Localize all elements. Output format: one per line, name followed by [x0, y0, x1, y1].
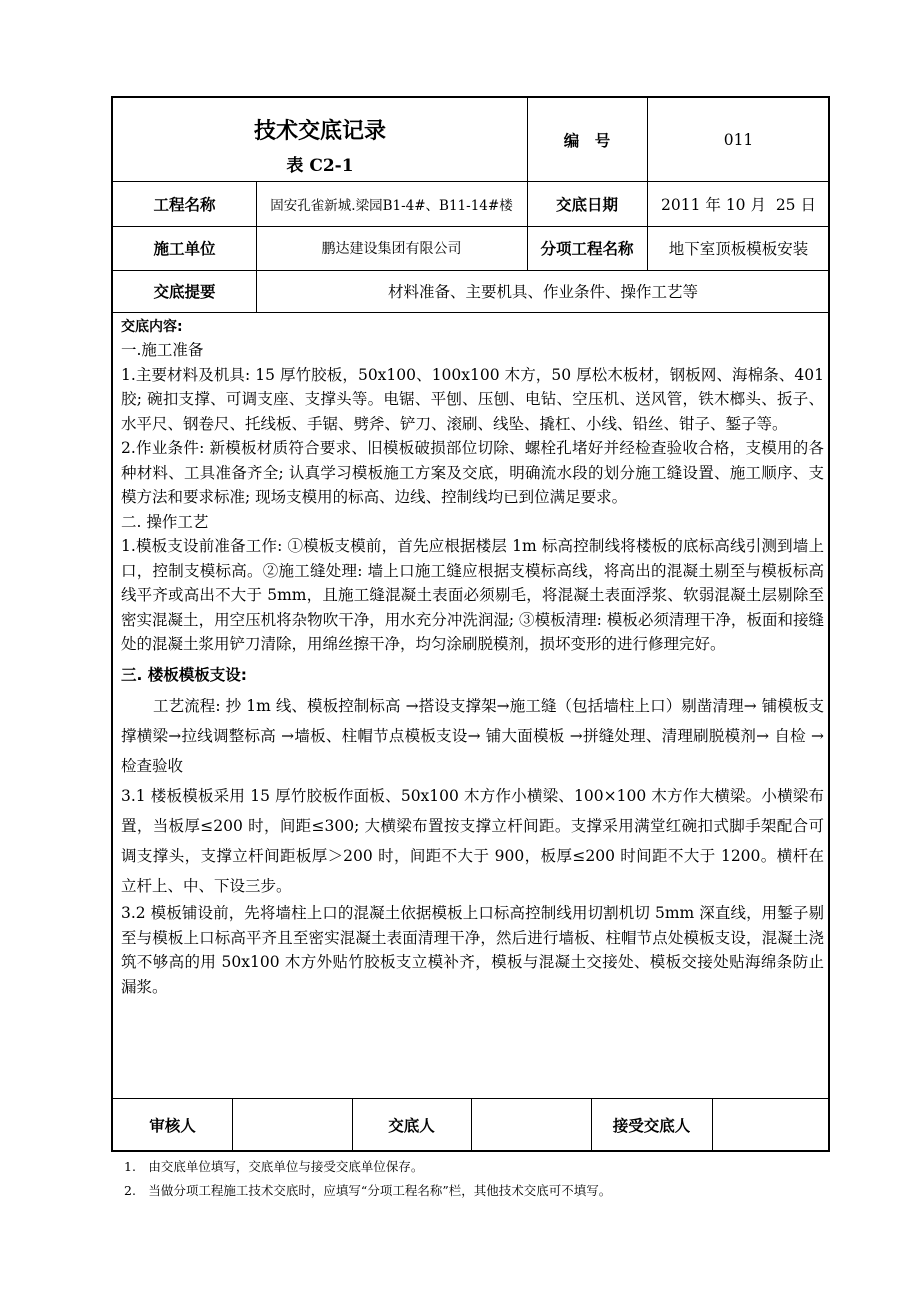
sub-project-label: 分项工程名称	[540, 240, 634, 258]
summary-label: 交底提要	[153, 283, 216, 301]
project-name-label: 工程名称	[153, 195, 216, 214]
form-title: 技术交底记录	[253, 118, 386, 144]
paragraph-materials: 1.主要材料及机具: 15 厚竹胶板，50x100、100x100 木方，50 厚松木板材，钢板网、海棉条、401 胶; 碗扣支撑、可调支座、支撑头等。电锯、平刨、压刨、电钻、空压机、送风管，铁木榔头、扳子、水平尺、钢卷尺、托线板、手锯、劈斧、铲刀、滚刷、线坠、撬杠、小线、铅丝、钳子、錾子等。	[121, 365, 824, 433]
paragraph-3-1: 3.1 楼板模板采用 15 厚竹胶板作面板、50x100 木方作小横梁、100×100 木方作大横梁。小横梁布置，当板厚≤200 时，间距≤300; 大横梁布置按支撑立杆间距。支撑采用满堂红碗扣式脚手架配合可调支撑头，支撑立杆间距板厚＞200 时，间距不大于 900，板厚≤200 时间距不大于 1200。横杆在立杆上、中、下设三步。	[121, 787, 824, 895]
reviewer-label: 审核人	[149, 1117, 196, 1135]
date-label: 交底日期	[555, 195, 618, 214]
form-notes	[124, 1155, 611, 1203]
content-heading: 交底内容:	[121, 319, 183, 335]
discloser-signature-field[interactable]	[471, 1098, 591, 1152]
section-3-heading: 三. 楼板模板支设:	[121, 665, 247, 684]
note-1: 1. 由交底单位填写，交底单位与接受交底单位保存。	[124, 1159, 424, 1174]
form-code: 表 C2-1	[286, 155, 354, 176]
project-name-value[interactable]: 固安孔雀新城.梁园B1-4#、B11-14#楼	[270, 197, 513, 214]
discloser-label: 交底人	[388, 1117, 435, 1135]
receiver-signature-field[interactable]	[712, 1098, 830, 1152]
paragraph-3-2: 3.2 模板铺设前，先将墙柱上口的混凝土依据模板上口标高控制线用切割机切 5mm 深直线，用錾子剔至与模板上口标高平齐且至密实混凝土表面清理干净，然后进行墙板、柱帽节点处模板支设，混凝土浇筑不够高的用 50x100 木方外贴竹胶板支立模补齐，模板与混凝土交接处、模板交接处贴海绵条防止漏浆。	[121, 904, 824, 996]
section-1-heading: 一.施工准备	[121, 341, 204, 359]
sub-project-value[interactable]: 地下室顶板模板安装	[668, 240, 809, 258]
note-2: 2. 当做分项工程施工技术交底时，应填写“分项工程名称”栏，其他技术交底可不填写。	[124, 1183, 612, 1198]
summary-value[interactable]: 材料准备、主要机具、作业条件、操作工艺等	[387, 283, 698, 301]
section-2-heading: 二. 操作工艺	[121, 512, 209, 531]
number-label: 编 号	[563, 131, 611, 150]
row-divider	[113, 312, 828, 313]
date-value[interactable]: 2011 年 10 月 25 日	[661, 195, 816, 214]
paragraph-preparation: 1.模板支设前准备工作: ①模板支模前，首先应根据楼层 1m 标高控制线将楼板的底标高线引测到墙上口，控制支模标高。②施工缝处理: 墙上口施工缝应根据支模标高线，将高出的混凝土剔至与模板标高线平齐或高出不大于 5mm，且施工缝混凝土表面必须剔毛，将混凝土表面浮浆、软弱混凝土层剔除至密实混凝土，用空压机将杂物吹干净，用水充分冲洗润湿; ③模板清理: 模板必须清理干净，板面和接缝处的混凝土浆用铲刀清除，用绵丝擦干净，均匀涂刷脱模剂，损坏变形的进行修理完好。	[121, 537, 824, 653]
unit-value[interactable]: 鹏达建设集团有限公司	[321, 241, 462, 257]
disclosure-content	[121, 316, 824, 999]
reviewer-signature-field[interactable]	[232, 1098, 352, 1152]
number-value[interactable]: 011	[723, 130, 754, 149]
paragraph-conditions: 2.作业条件: 新模板材质符合要求、旧模板破损部位切除、螺栓孔堵好并经检查验收合格，支模用的各种材料、工具准备齐全; 认真学习模板施工方案及交底，明确流水段的划分施工缝设置、施工顺序、支模方法和要求标准; 现场支模用的标高、边线、控制线均已到位满足要求。	[121, 439, 824, 506]
receiver-label: 接受交底人	[612, 1117, 691, 1135]
unit-label: 施工单位	[153, 240, 216, 258]
disclosure-form	[111, 96, 830, 1152]
paragraph-process-flow: 工艺流程: 抄 1m 线、模板控制标高 →搭设支撑架→施工缝（包括墙柱上口）剔凿清理→ 铺模板支撑横梁→拉线调整标高 →墙板、柱帽节点模板支设→ 铺大面模板 →拼缝处理、清理刷脱模剂→ 自检 →检查验收	[121, 697, 824, 775]
